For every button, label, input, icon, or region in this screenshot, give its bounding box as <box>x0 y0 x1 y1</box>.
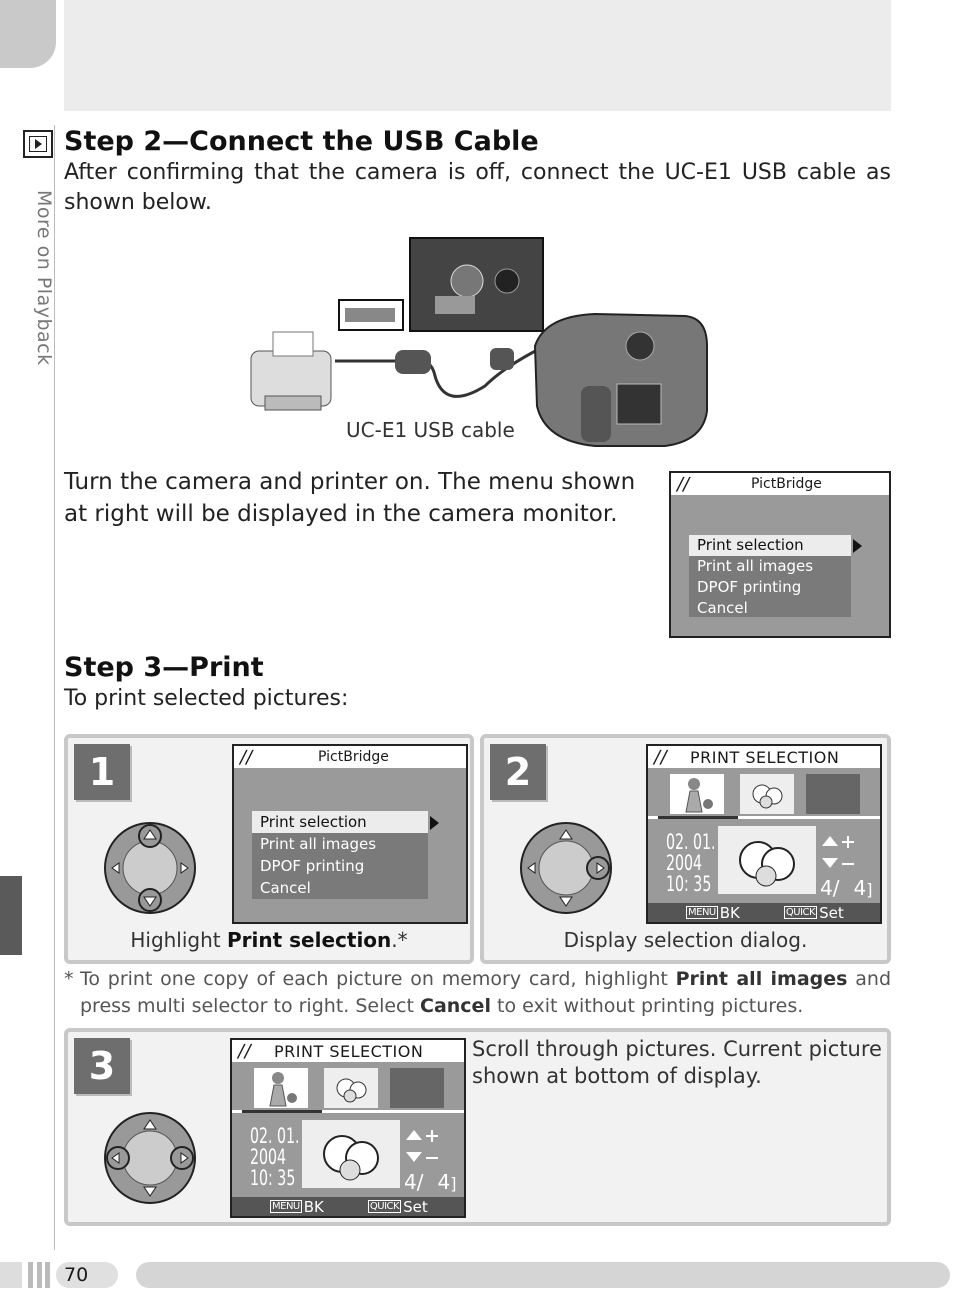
menu-button-icon: MENU <box>272 1201 300 1212</box>
menu-item-cancel[interactable]: Cancel <box>260 879 311 897</box>
picture-date: 02. 01. 2004 10: 35 <box>666 830 716 896</box>
multi-selector-icon <box>102 820 198 920</box>
header-box <box>64 0 891 111</box>
thumbnail-empty[interactable] <box>390 1068 444 1108</box>
multi-selector-icon <box>518 820 614 920</box>
step2-title: Step 2—Connect the USB Cable <box>64 126 539 157</box>
step3-panel-3 <box>64 1028 891 1226</box>
pictbridge-screen <box>232 744 468 924</box>
back-label: BK <box>303 1197 324 1216</box>
menu-item-print-selection[interactable]: Print selection <box>689 535 851 556</box>
menu-item-print-selection[interactable]: Print selection <box>252 811 428 833</box>
menu-item-print-all-images[interactable]: Print all images <box>697 557 814 575</box>
quick-button-icon: QUICK <box>369 1201 400 1212</box>
submenu-arrow-icon <box>853 539 862 553</box>
pictbridge-header <box>234 746 466 768</box>
page-number: 70 <box>56 1262 118 1288</box>
step3-title: Step 3—Print <box>64 652 264 683</box>
thumbnail-person[interactable] <box>670 774 724 814</box>
print-selection-title: PRINT SELECTION <box>690 747 840 767</box>
section-tab-marker <box>0 876 22 955</box>
print-selection-header <box>232 1040 464 1062</box>
picture-counter: 4/ 4] <box>820 876 873 900</box>
pictbridge-title: PictBridge <box>751 476 822 492</box>
picture-counter: 4/ 4] <box>404 1170 457 1194</box>
step2-text: After confirming that the camera is off, connect the UC-E1 USB cable as shown below. <box>64 160 891 215</box>
footer-bar <box>136 1262 950 1288</box>
step3-panel-2 <box>480 734 891 964</box>
menu-item-dpof-printing[interactable]: DPOF printing <box>697 578 802 596</box>
current-picture <box>302 1120 400 1188</box>
quick-button-icon: QUICK <box>785 907 816 918</box>
menu-item-print-all-images[interactable]: Print all images <box>260 835 377 853</box>
set-label: Set <box>403 1197 428 1216</box>
print-selection-footer <box>232 1197 464 1216</box>
menu-item-dpof-printing[interactable]: DPOF printing <box>260 857 365 875</box>
step3-subtitle: To print selected pictures: <box>64 686 349 711</box>
panel-caption: Display selection dialog. <box>563 928 808 952</box>
thumbnail-empty[interactable] <box>806 774 860 814</box>
quantity-up-down-icon <box>404 1126 450 1170</box>
pictbridge-screen <box>669 471 891 638</box>
thumbnail-flowers[interactable] <box>740 774 794 814</box>
print-selection-title: PRINT SELECTION <box>274 1041 424 1061</box>
pictbridge-icon: ∕∕ <box>238 1041 252 1062</box>
footer-stripes <box>0 1262 50 1288</box>
pictbridge-menu <box>689 535 851 617</box>
submenu-arrow-icon <box>430 816 439 830</box>
panel-number: 2 <box>490 744 546 800</box>
scrollbar-thumb <box>658 816 738 819</box>
section-side-label: More on Playback <box>33 190 55 366</box>
step3-panel-1 <box>64 734 474 964</box>
playback-icon <box>23 130 53 158</box>
footnote: * To print one copy of each picture on memory card, highlight Print all images and press multi selector to right. Select Cancel to exit without printing pictures. <box>64 968 891 1017</box>
corner-tab <box>0 0 56 68</box>
pictbridge-icon: ∕∕ <box>677 474 690 495</box>
cable-label: UC-E1 USB cable <box>346 418 515 442</box>
panel-number: 1 <box>74 744 130 800</box>
pictbridge-icon: ∕∕ <box>240 747 253 768</box>
panel-caption: Highlight Print selection.* <box>130 928 408 952</box>
menu-item-cancel[interactable]: Cancel <box>697 599 748 617</box>
thumbnail-flowers[interactable] <box>324 1068 378 1108</box>
panel-number: 3 <box>74 1038 130 1094</box>
multi-selector-icon <box>102 1110 198 1210</box>
pictbridge-menu <box>252 811 428 899</box>
print-selection-header <box>648 746 880 768</box>
pictbridge-icon: ∕∕ <box>654 747 668 768</box>
quantity-up-down-icon <box>820 832 866 876</box>
scrollbar-thumb <box>242 1110 322 1113</box>
picture-date: 02. 01. 2004 10: 35 <box>250 1124 300 1190</box>
pictbridge-title: PictBridge <box>318 749 389 765</box>
set-label: Set <box>819 903 844 922</box>
print-selection-footer <box>648 903 880 922</box>
print-selection-screen <box>646 744 882 924</box>
print-selection-screen <box>230 1038 466 1218</box>
menu-button-icon: MENU <box>688 907 716 918</box>
turn-on-text: Turn the camera and printer on. The menu shown at right will be displayed in the camera monitor. <box>64 469 636 527</box>
panel-3-text: Scroll through pictures. Current picture shown at bottom of display. <box>472 1037 882 1088</box>
thumbnail-person[interactable] <box>254 1068 308 1108</box>
current-picture <box>718 826 816 894</box>
pictbridge-header <box>671 473 889 495</box>
back-label: BK <box>719 903 740 922</box>
